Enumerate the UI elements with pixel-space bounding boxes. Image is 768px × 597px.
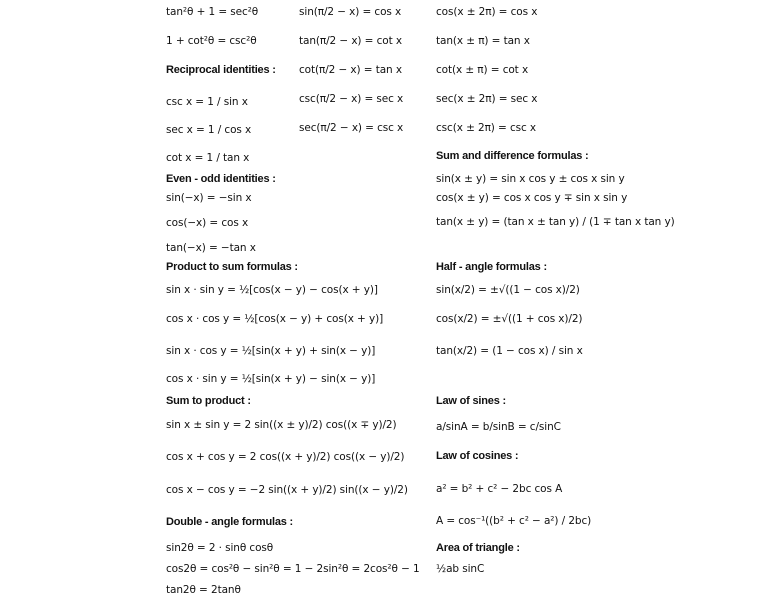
law-of-sines-heading: Law of sines : — [436, 395, 506, 407]
half-angle-sin: sin(x/2) = ±√((1 − cos x)/2) — [436, 284, 580, 296]
law-of-cosines-side: a² = b² + c² − 2bc cos A — [436, 483, 563, 495]
cofunction-sec: sec(π/2 − x) = csc x — [299, 122, 404, 134]
even-odd-cos: cos(−x) = cos x — [166, 217, 249, 229]
half-angle-heading: Half - angle formulas : — [436, 261, 547, 273]
sum-to-product-cos-plus: cos x + cos y = 2 cos((x + y)/2) cos((x − y)/2) — [166, 451, 405, 463]
periodicity-cos: cos(x ± 2π) = cos x — [436, 6, 538, 18]
even-odd-sin: sin(−x) = −sin x — [166, 192, 252, 204]
even-odd-heading: Even - odd identities : — [166, 173, 276, 185]
half-angle-tan: tan(x/2) = (1 − cos x) / sin x — [436, 345, 583, 357]
reciprocal-cot: cot x = 1 / tan x — [166, 152, 250, 164]
periodicity-csc: csc(x ± 2π) = csc x — [436, 122, 537, 134]
periodicity-cot: cot(x ± π) = cot x — [436, 64, 529, 76]
law-of-cosines-heading: Law of cosines : — [436, 450, 519, 462]
sum-difference-sin: sin(x ± y) = sin x cos y ± cos x sin y — [436, 173, 625, 185]
law-of-cosines-angle: A = cos⁻¹((b² + c² − a²) / 2bc) — [436, 515, 592, 527]
sum-to-product-heading: Sum to product : — [166, 395, 251, 407]
law-of-sines-formula: a/sinA = b/sinB = c/sinC — [436, 421, 561, 433]
double-angle-cos: cos2θ = cos²θ − sin²θ = 1 − 2sin²θ = 2cos²θ − 1 — [166, 563, 420, 575]
sum-difference-cos: cos(x ± y) = cos x cos y ∓ sin x sin y — [436, 192, 628, 204]
cofunction-sin: sin(π/2 − x) = cos x — [299, 6, 402, 18]
even-odd-tan: tan(−x) = −tan x — [166, 242, 256, 254]
sum-difference-tan: tan(x ± y) = (tan x ± tan y) / (1 ∓ tan x tan y) — [436, 216, 675, 228]
product-to-sum-sincos: sin x · cos y = ½[sin(x + y) + sin(x − y)] — [166, 345, 376, 357]
sum-difference-heading: Sum and difference formulas : — [436, 150, 589, 162]
reciprocal-heading: Reciprocal identities : — [166, 64, 276, 76]
double-angle-heading: Double - angle formulas : — [166, 516, 294, 528]
cofunction-csc: csc(π/2 − x) = sec x — [299, 93, 404, 105]
reciprocal-sec: sec x = 1 / cos x — [166, 124, 252, 136]
sum-to-product-cos-minus: cos x − cos y = −2 sin((x + y)/2) sin((x − y)/2) — [166, 484, 408, 496]
product-to-sum-heading: Product to sum formulas : — [166, 261, 298, 273]
sum-to-product-sin: sin x ± sin y = 2 sin((x ± y)/2) cos((x ∓ y)/2) — [166, 419, 397, 431]
product-to-sum-cossin: cos x · sin y = ½[sin(x + y) − sin(x − y)] — [166, 373, 376, 385]
cofunction-tan: tan(π/2 − x) = cot x — [299, 35, 402, 47]
cofunction-cot: cot(π/2 − x) = tan x — [299, 64, 402, 76]
area-of-triangle-formula: ½ab sinC — [436, 563, 485, 575]
pythagorean-identity-tan: tan²θ + 1 = sec²θ — [166, 6, 259, 18]
product-to-sum-coscos: cos x · cos y = ½[cos(x − y) + cos(x + y)] — [166, 313, 384, 325]
pythagorean-identity-cot: 1 + cot²θ = csc²θ — [166, 35, 257, 47]
half-angle-cos: cos(x/2) = ±√((1 + cos x)/2) — [436, 313, 583, 325]
double-angle-sin: sin2θ = 2 · sinθ cosθ — [166, 542, 274, 554]
product-to-sum-sinsin: sin x · sin y = ½[cos(x − y) − cos(x + y)] — [166, 284, 378, 296]
area-of-triangle-heading: Area of triangle : — [436, 542, 520, 554]
periodicity-sec: sec(x ± 2π) = sec x — [436, 93, 538, 105]
periodicity-tan: tan(x ± π) = tan x — [436, 35, 530, 47]
reciprocal-csc: csc x = 1 / sin x — [166, 96, 248, 108]
double-angle-tan: tan2θ = 2tanθ — [166, 584, 241, 596]
